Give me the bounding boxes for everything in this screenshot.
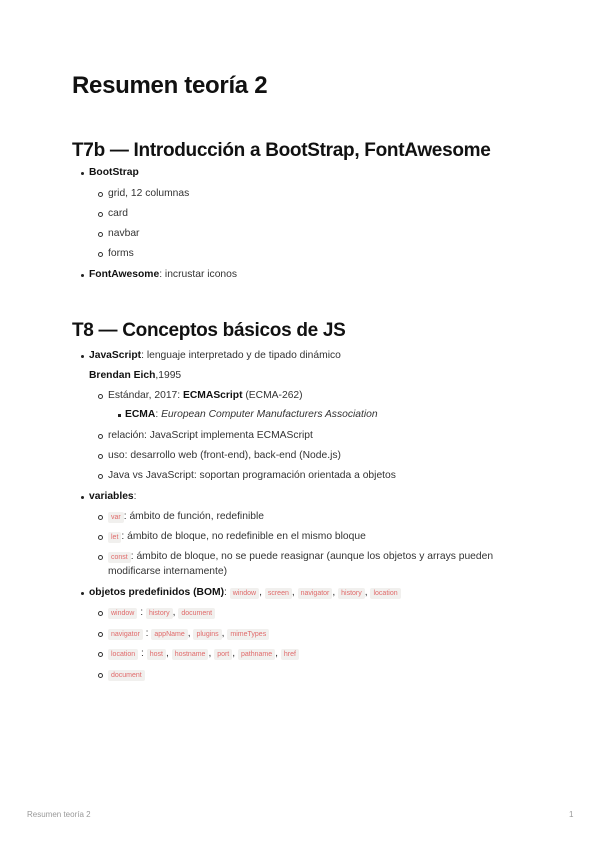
item-text: : [155,409,162,420]
list-item [108,510,264,525]
bold-term: ECMA [125,409,156,420]
inline-code: location [370,588,400,599]
item-text: (ECMA-262) [242,390,303,401]
bold-term: BootStrap [89,167,139,178]
list-item [108,550,493,565]
item-text: Estándar, 2017: [108,390,183,401]
inline-code: plugins [193,629,221,640]
list-item [89,490,137,504]
list-item: objetos predefinidos (BOM): window , screen , navigator , history , location [89,586,401,601]
inline-code: location [108,649,138,660]
list-item: card [108,208,129,219]
inline-code: const [108,552,131,563]
inline-code: document [178,608,215,619]
inline-code: document [108,670,145,681]
page-number: 1 [569,810,574,819]
inline-code: let [108,532,121,543]
list-item: relación: JavaScript implementa ECMAScript [108,430,313,441]
bold-term: ECMAScript [183,390,243,401]
list-item [89,268,237,282]
item-text: ,1995 [155,370,182,381]
inline-code: history [146,608,173,619]
list-item: forms [108,248,134,259]
item-text: : incrustar iconos [159,269,238,280]
item-text: : ámbito de bloque, no redefinible en el mismo bloque [121,531,366,542]
inline-code: host [147,649,166,660]
inline-code: screen [265,588,292,599]
inline-code: history [338,588,365,599]
inline-code: href [281,649,299,660]
list-item [108,668,145,683]
list-item: location : host , hostname , port , pathname , href [108,647,299,662]
list-item [125,408,378,422]
bold-term: FontAwesome [89,269,160,280]
inline-code: hostname [172,649,209,660]
list-item: uso: desarrollo web (front-end), back-end (Node.js) [108,450,341,461]
section-heading-t7b: T7b — Introducción a BootStrap, FontAwesome [72,140,491,161]
list-item: window : history , document [108,606,215,621]
list-item: navigator : appName , plugins , mimeTypes [108,627,269,642]
inline-code: window [108,608,137,619]
inline-code: port [214,649,232,660]
inline-code: pathname [238,649,275,660]
inline-code: window [230,588,259,599]
list-item: navbar [108,228,140,239]
list-item [89,349,341,363]
inline-code: var [108,512,124,523]
footer-title: Resumen teoría 2 [27,810,91,819]
item-text: : ámbito de bloque, no se puede reasignar (aunque los objetos y arrays pueden [130,551,494,562]
list-item: grid, 12 columnas [108,188,190,199]
section-heading-t8: T8 — Conceptos básicos de JS [72,320,346,341]
inline-code: navigator [108,629,143,640]
italic-text: European Computer Manufacturers Association [161,409,378,420]
list-item-continuation [89,369,181,383]
bold-term: Brendan Eich [89,370,156,381]
bold-term: objetos predefinidos (BOM) [89,587,225,598]
inline-code: appName [151,629,187,640]
inline-code: mimeTypes [227,629,269,640]
item-text: : ámbito de función, redefinible [123,511,264,522]
bold-term: JavaScript [89,350,142,361]
bold-term: variables [89,491,134,502]
item-text: : [133,491,137,502]
inline-code: navigator [298,588,333,599]
item-text: : [224,587,230,598]
list-item [89,166,139,180]
page-title: Resumen teoría 2 [72,72,268,99]
item-text: : lenguaje interpretado y de tipado dinámico [141,350,341,361]
list-item: Java vs JavaScript: soportan programación orientada a objetos [108,470,396,481]
list-item [108,389,303,403]
list-item [108,530,366,545]
list-item-continuation: modificarse internamente) [108,566,228,577]
